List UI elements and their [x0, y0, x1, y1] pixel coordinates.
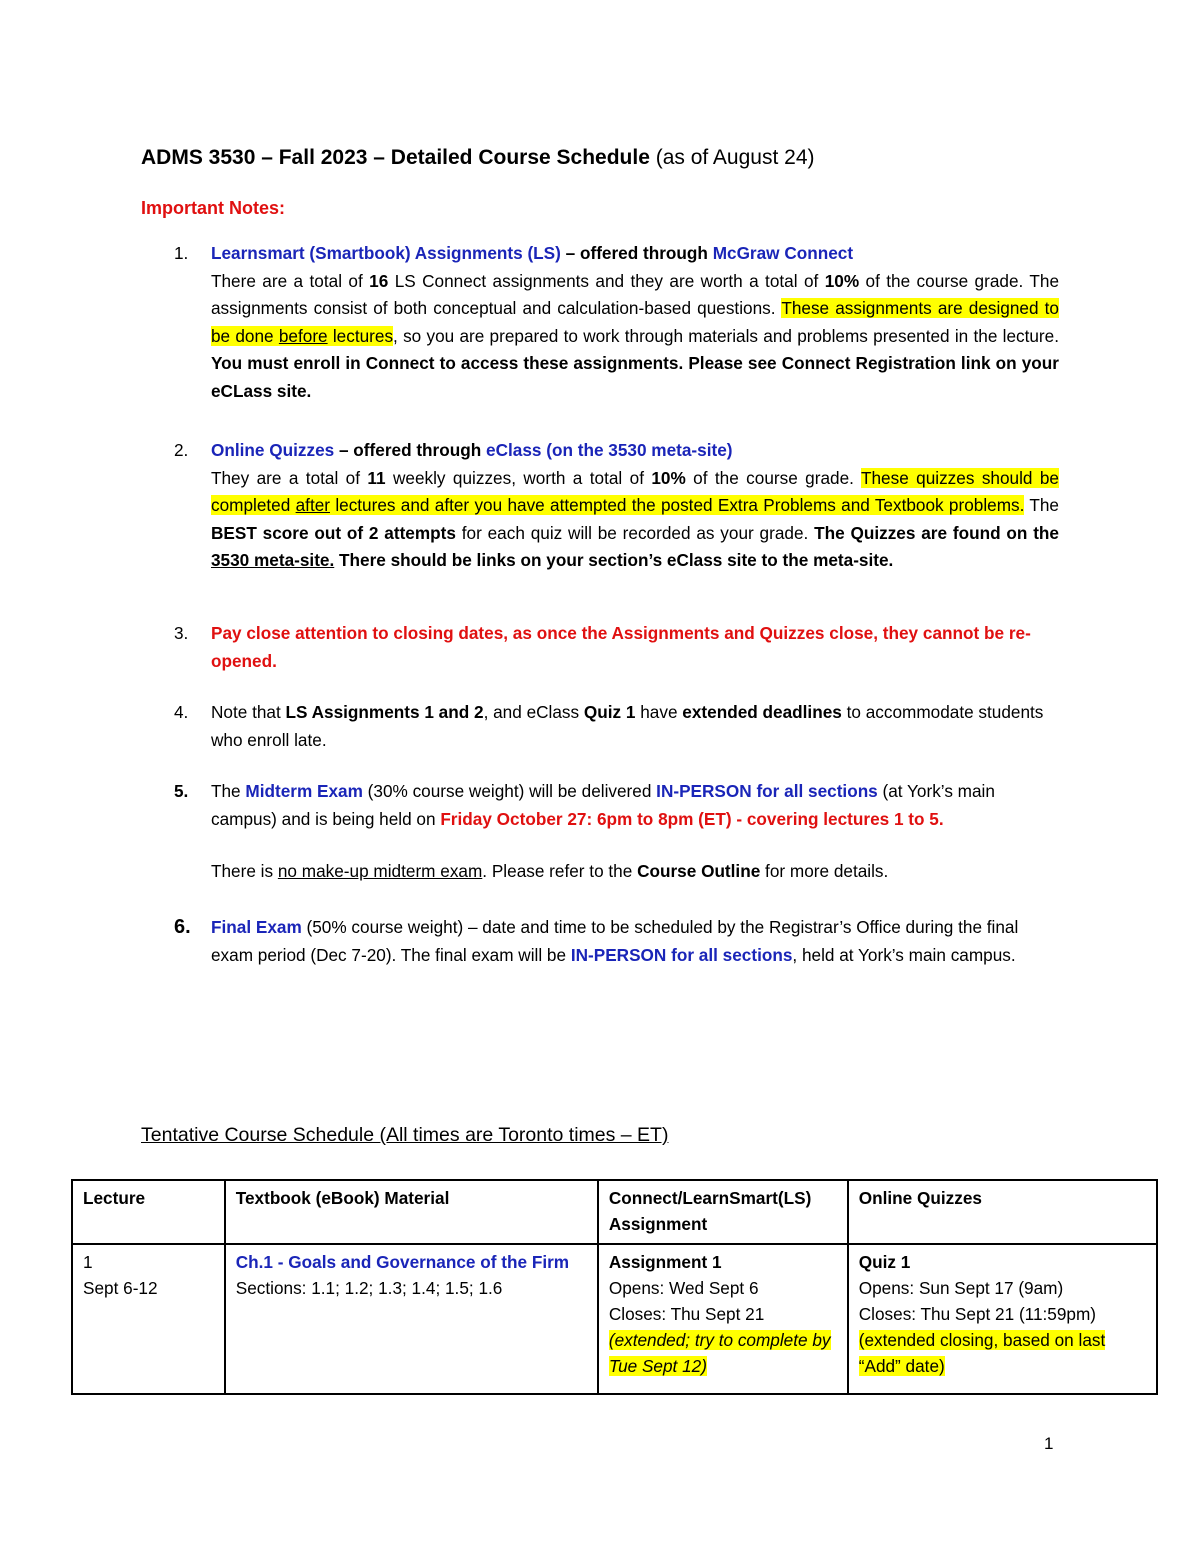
note-body-midterm: There is no make-up midterm exam. Please refer to the Course Outline for more details.	[211, 861, 889, 882]
note-body: There are a total of 16 LS Connect assignments and they are worth a total of 10% of the course grade. The assignments consist of both conceptual and calculation-based questions. These assignments are designed to be done before lectures, so you are prepared to work through materials and problems presented in the lecture. You must enroll in Connect to access these assignments. Please see Connect Registration link on your eCLass site.	[211, 270, 1059, 401]
note-number: 2.	[174, 440, 189, 460]
column-header: Connect/LearnSmart(LS) Assignment	[598, 1180, 848, 1244]
note-heading: Online Quizzes – offered through eClass (on the 3530 meta-site)	[211, 440, 733, 460]
table-row	[72, 1244, 1157, 1394]
note-item-1	[174, 240, 1059, 406]
textbook-cell: Ch.1 - Goals and Governance of the Firm Sections: 1.1; 1.2; 1.3; 1.4; 1.5; 1.6	[225, 1244, 598, 1394]
note-body: Note that LS Assignments 1 and 2, and eClass Quiz 1 have extended deadlines to accommodate students who enroll late.	[211, 702, 1044, 750]
note-item-6	[174, 914, 1059, 969]
note-item-3	[174, 620, 1059, 675]
note-item-2	[174, 437, 1059, 575]
note-item-4	[174, 699, 1059, 754]
note-item-5	[174, 778, 1059, 886]
quiz-note: (extended closing, based on last “Add” date)	[858, 1330, 1106, 1376]
course-schedule-table	[71, 1179, 1158, 1395]
chapter-title: Ch.1 - Goals and Governance of the Firm	[235, 1252, 570, 1272]
lecture-cell: 1 Sept 6-12	[72, 1244, 225, 1394]
assignment-cell: Assignment 1 Opens: Wed Sept 6 Closes: Thu Sept 21 (extended; try to complete by Tue Sept 12)	[598, 1244, 848, 1394]
note-number: 4.	[174, 702, 189, 722]
assignment-note: (extended; try to complete by Tue Sept 12)	[608, 1330, 831, 1376]
note-number: 6.	[174, 916, 191, 938]
quiz-cell: Quiz 1 Opens: Sun Sept 17 (9am) Closes: Thu Sept 21 (11:59pm) (extended closing, based on last “Add” date)	[848, 1244, 1157, 1394]
note-body: Final Exam (50% course weight) – date and time to be scheduled by the Registrar’s Office during the final exam period (Dec 7-20). The final exam will be IN-PERSON for all sections, held at York’s main campus.	[211, 917, 1019, 965]
schedule-title: Tentative Course Schedule (All times are Toronto times – ET)	[141, 1124, 669, 1146]
important-notes-heading: Important Notes:	[141, 198, 285, 218]
note-heading: Learnsmart (Smartbook) Assignments (LS) – offered through McGraw Connect	[211, 243, 854, 263]
closing-dates-warning: Pay close attention to closing dates, as once the Assignments and Quizzes close, they cannot be re-opened.	[211, 623, 1031, 671]
note-number: 1.	[174, 243, 189, 263]
column-header: Lecture	[72, 1180, 225, 1244]
column-header: Online Quizzes	[848, 1180, 1157, 1244]
page-number: 1	[1044, 1434, 1054, 1453]
note-number: 5.	[174, 781, 189, 801]
table-header-row	[72, 1180, 1157, 1244]
note-number: 3.	[174, 623, 189, 643]
column-header: Textbook (eBook) Material	[225, 1180, 598, 1244]
note-body: They are a total of 11 weekly quizzes, worth a total of 10% of the course grade. These quizzes should be completed after lectures and after you have attempted the posted Extra Problems and Textbook problems. The BEST score out of 2 attempts for each quiz will be recorded as your grade. The Quizzes are found on the 3530 meta-site. There should be links on your section’s eClass site to the meta-site.	[211, 467, 1059, 571]
note-body: The Midterm Exam (30% course weight) will be delivered IN-PERSON for all sections (at York’s main campus) and is being held on Friday October 27: 6pm to 8pm (ET) - covering lectures 1 to 5.	[211, 781, 995, 829]
page-title: ADMS 3530 – Fall 2023 – Detailed Course Schedule (as of August 24)	[141, 146, 815, 169]
